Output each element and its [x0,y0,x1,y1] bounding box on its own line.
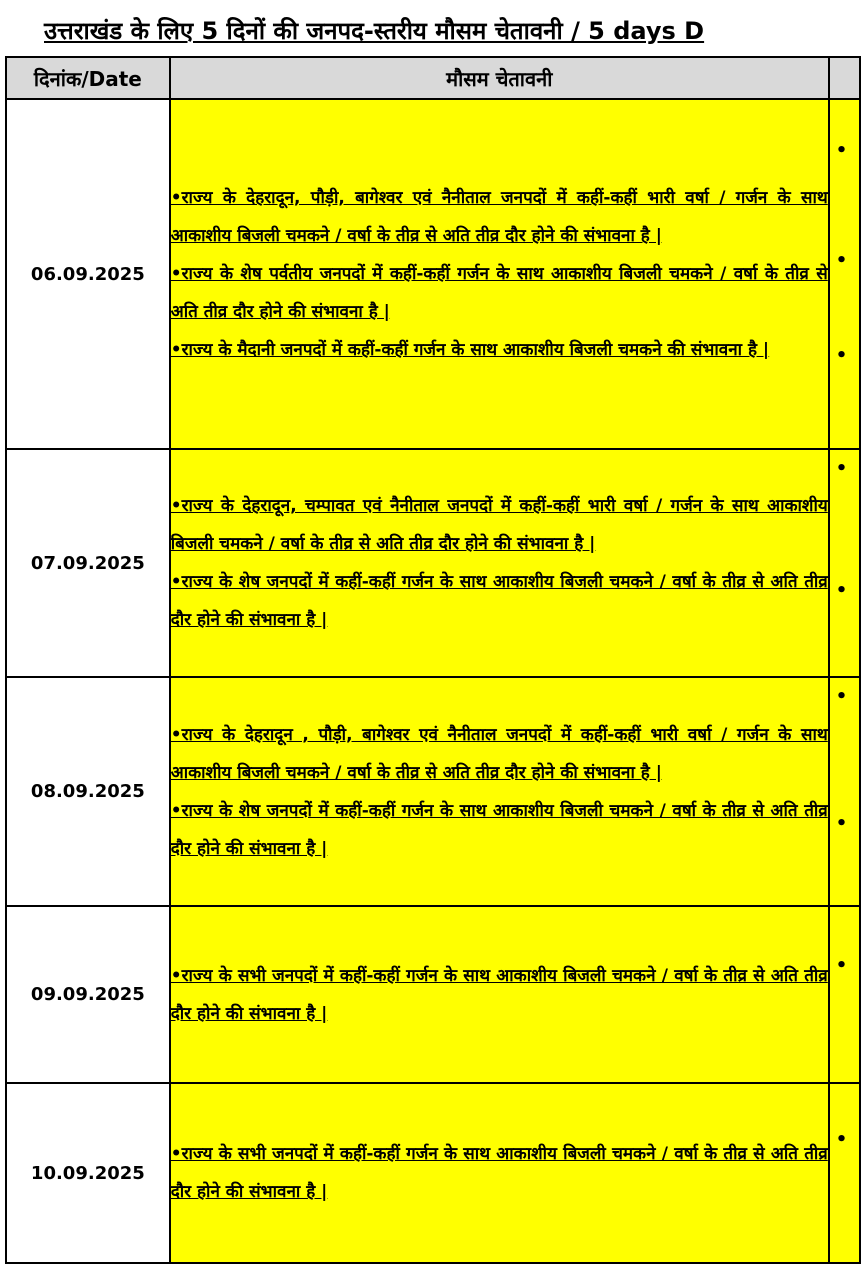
bullet-dot-icon: • [835,686,848,707]
page-title: उत्तराखंड के लिए 5 दिनों की जनपद-स्तरीय मौसम चेतावनी / 5 days D [44,17,705,45]
bullet-dot-icon: • [835,1129,848,1150]
row-warnings [170,449,829,677]
bullet-dot-icon: • [835,580,848,601]
header-date: दिनांक/Date [6,57,170,99]
warning-bullet: •राज्य के देहरादून , पौड़ी, बागेश्वर एवं नैनीताल जनपदों में कहीं-कहीं भारी वर्षा / गर्जन के साथ आकाशीय बिजली चमकने / वर्षा के तीव्र से अति तीव्र दौर होने की संभावना है | [170,724,828,783]
row-extra [829,1083,860,1263]
row-warnings [170,677,829,906]
bullet-dot-icon: • [835,458,848,479]
row-date: 10.09.2025 [6,1083,170,1263]
header-extra [829,57,860,99]
row-warnings [170,1083,829,1263]
header-row [6,57,860,99]
bullet-dot-icon: • [835,345,848,366]
table-row [6,906,860,1083]
row-date: 08.09.2025 [6,677,170,906]
warning-bullet: •राज्य के सभी जनपदों में कहीं-कहीं गर्जन के साथ आकाशीय बिजली चमकने / वर्षा के तीव्र से अति तीव्र दौर होने की संभावना है | [170,1144,828,1202]
row-extra [829,99,860,449]
warning-bullet: •राज्य के शेष जनपदों में कहीं-कहीं गर्जन के साथ आकाशीय बिजली चमकने / वर्षा के तीव्र से अति तीव्र दौर होने की संभावना है | [170,800,828,859]
table-row [6,677,860,906]
row-extra [829,906,860,1083]
warning-bullet: •राज्य के मैदानी जनपदों में कहीं-कहीं गर्जन के साथ आकाशीय बिजली चमकने की संभावना है | [170,340,770,360]
row-extra [829,449,860,677]
table-row [6,1083,860,1263]
table-row [6,99,860,449]
warning-bullet: •राज्य के शेष पर्वतीय जनपदों में कहीं-कहीं गर्जन के साथ आकाशीय बिजली चमकने / वर्षा के तीव्र से अति तीव्र दौर होने की संभावना है | [170,264,828,322]
table-row [6,449,860,677]
row-warnings [170,99,829,449]
warning-bullet: •राज्य के देहरादून, पौड़ी, बागेश्वर एवं नैनीताल जनपदों में कहीं-कहीं भारी वर्षा / गर्जन के साथ आकाशीय बिजली चमकने / वर्षा के तीव्र से अति तीव्र दौर होने की संभावना है | [170,188,828,246]
warning-table [5,56,861,1264]
bullet-dot-icon: • [835,250,848,271]
bullet-dot-icon: • [835,813,848,834]
warning-bullet: •राज्य के शेष जनपदों में कहीं-कहीं गर्जन के साथ आकाशीय बिजली चमकने / वर्षा के तीव्र से अति तीव्र दौर होने की संभावना है | [170,572,828,630]
header-warning: मौसम चेतावनी [170,57,829,99]
row-extra [829,677,860,906]
warning-bullet: •राज्य के देहरादून, चम्पावत एवं नैनीताल जनपदों में कहीं-कहीं भारी वर्षा / गर्जन के साथ आकाशीय बिजली चमकने / वर्षा के तीव्र से अति तीव्र दौर होने की संभावना है | [170,496,828,554]
row-date: 09.09.2025 [6,906,170,1083]
bullet-dot-icon: • [835,955,848,976]
warning-bullet: •राज्य के सभी जनपदों में कहीं-कहीं गर्जन के साथ आकाशीय बिजली चमकने / वर्षा के तीव्र से अति तीव्र दौर होने की संभावना है | [170,965,828,1024]
row-warnings [170,906,829,1083]
bullet-dot-icon: • [835,140,848,161]
row-date: 06.09.2025 [6,99,170,449]
row-date: 07.09.2025 [6,449,170,677]
